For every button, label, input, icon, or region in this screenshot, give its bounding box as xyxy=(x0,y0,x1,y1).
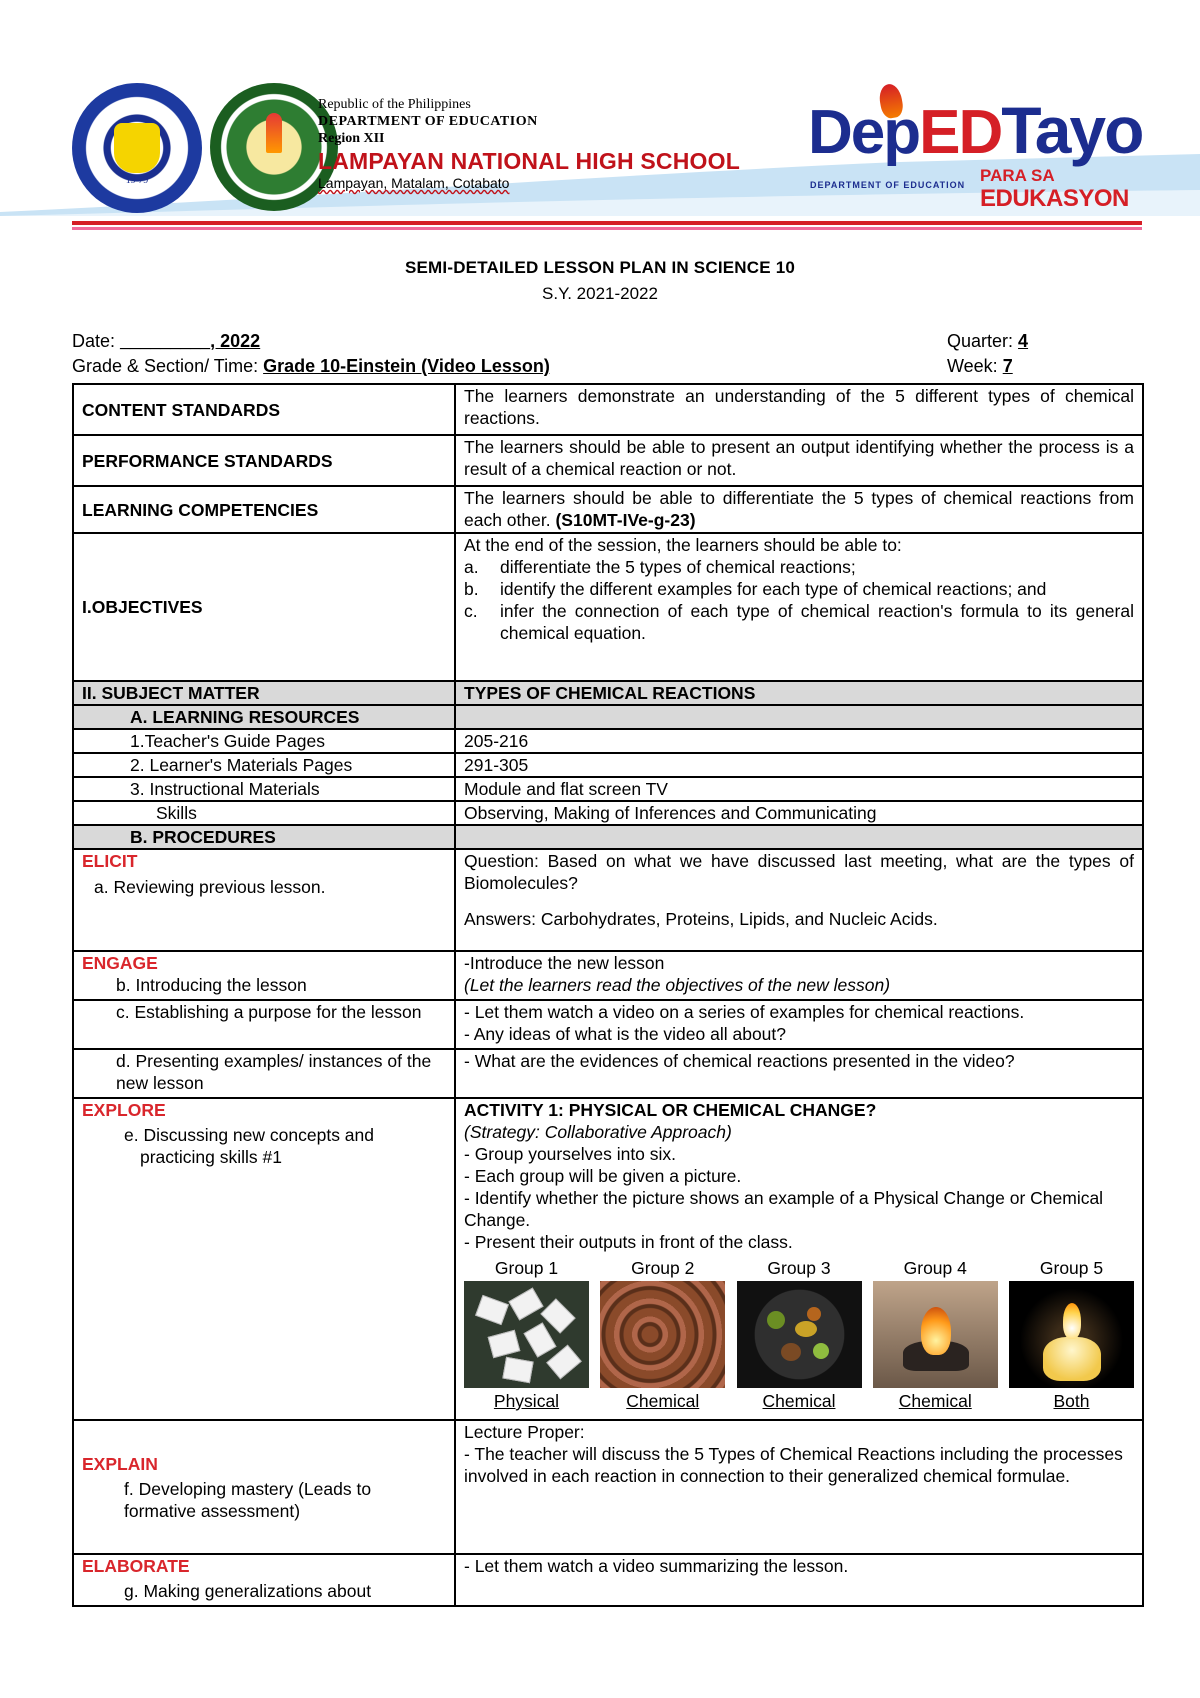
procedures-empty xyxy=(455,825,1143,849)
torch-icon xyxy=(266,113,282,153)
school-year: S.Y. 2021-2022 xyxy=(542,284,658,303)
table-row xyxy=(73,681,1143,705)
engage-step-d: d. Presenting examples/ instances of the new lesson xyxy=(73,1049,455,1098)
elaborate-cell xyxy=(73,1554,455,1606)
engage-d-text: - What are the evidences of chemical reactions presented in the video? xyxy=(455,1049,1143,1098)
group-card xyxy=(1009,1257,1134,1412)
activity-strategy: (Strategy: Collaborative Approach) xyxy=(464,1122,732,1142)
resource-label: 1.Teacher's Guide Pages xyxy=(73,729,455,753)
deped-logo-subtitle: DEPARTMENT OF EDUCATION xyxy=(810,180,966,190)
grade-label: Grade & Section/ Time: xyxy=(72,356,259,376)
phase-elicit: ELICIT xyxy=(82,851,138,871)
content-standards-label: CONTENT STANDARDS xyxy=(73,384,455,435)
engage-b-text: -Introduce the new lesson xyxy=(464,953,665,973)
elaborate-step: g. Making generalizations about xyxy=(124,1581,372,1601)
explain-cell xyxy=(73,1420,455,1554)
explain-title: Lecture Proper: xyxy=(464,1422,585,1442)
learning-competencies-text: The learners should be able to differentiate the 5 types of chemical reactions from each other. xyxy=(464,488,1134,530)
list-item: c. infer the connection of each type of chemical reaction's formula to its general chemical equation. xyxy=(464,601,1134,643)
performance-standards-label: PERFORMANCE STANDARDS xyxy=(73,435,455,486)
table-row xyxy=(73,1098,1143,1420)
week-line xyxy=(947,356,1013,377)
quarter-line xyxy=(947,331,1028,352)
performance-standards-text: The learners should be able to present an output identifying whether the process is a result of a chemical reaction or not. xyxy=(455,435,1143,486)
torn-paper-picture xyxy=(464,1281,589,1388)
resource-label: 3. Instructional Materials xyxy=(73,777,455,801)
document-title: SEMI-DETAILED LESSON PLAN IN SCIENCE 10 xyxy=(404,258,796,277)
table-row xyxy=(73,384,1143,435)
objectives-cell xyxy=(455,533,1143,681)
group-card xyxy=(873,1257,998,1412)
rusted-chain-picture xyxy=(600,1281,725,1388)
para-sa-text: PARA SA xyxy=(980,166,1055,185)
resource-label: 2. Learner's Materials Pages xyxy=(73,753,455,777)
table-row xyxy=(73,1420,1143,1554)
subject-matter-text: TYPES OF CHEMICAL REACTIONS xyxy=(455,681,1143,705)
phase-elaborate: ELABORATE xyxy=(82,1556,190,1576)
group-card xyxy=(737,1257,862,1412)
elicit-answer: Answers: Carbohydrates, Proteins, Lipids, and Nucleic Acids. xyxy=(464,909,938,929)
engage-step-b: b. Introducing the lesson xyxy=(116,975,307,995)
elicit-step: a. Reviewing previous lesson. xyxy=(94,877,326,897)
explain-text: - The teacher will discuss the 5 Types of Chemical Reactions including the processes involved in each reaction in connection to their generalized chemical formulae. xyxy=(464,1444,1123,1486)
school-seal-torch-icon xyxy=(114,123,160,173)
objectives-list xyxy=(464,556,1134,644)
engage-c-line: - Any ideas of what is the video all about? xyxy=(464,1024,787,1044)
activity-line: - Present their outputs in front of the class. xyxy=(464,1232,793,1252)
elicit-content xyxy=(455,849,1143,951)
date-label: Date: xyxy=(72,331,116,351)
explore-cell xyxy=(73,1098,455,1420)
group-pictures xyxy=(464,1257,1134,1412)
table-row xyxy=(73,753,1143,777)
header-divider-red xyxy=(72,221,1142,225)
subject-matter-label: II. SUBJECT MATTER xyxy=(73,681,455,705)
learning-resources-label: A. LEARNING RESOURCES xyxy=(73,705,455,729)
phase-explore: EXPLORE xyxy=(82,1100,166,1120)
school-name: LAMPAYAN NATIONAL HIGH SCHOOL xyxy=(318,148,740,174)
learning-competencies-label: LEARNING COMPETENCIES xyxy=(73,486,455,533)
table-row xyxy=(73,486,1143,533)
group-result: Both xyxy=(1053,1391,1090,1411)
table-row xyxy=(73,777,1143,801)
week-value: 7 xyxy=(1002,356,1013,376)
table-row xyxy=(73,435,1143,486)
table-row xyxy=(73,705,1143,729)
competency-code: (S10MT-IVe-g-23) xyxy=(555,510,696,530)
engage-c-line: - Let them watch a video on a series of examples for chemical reactions. xyxy=(464,1002,1025,1022)
group-label: Group 3 xyxy=(767,1258,831,1278)
date-value: _________, 2022 xyxy=(120,331,261,351)
country-name: Republic of the Philippines xyxy=(318,97,471,112)
school-identity xyxy=(318,96,740,192)
resource-value: 205-216 xyxy=(455,729,1143,753)
engage-b-note: (Let the learners read the objectives of the new lesson) xyxy=(464,975,891,995)
engage-step-c: c. Establishing a purpose for the lesson xyxy=(73,1000,455,1049)
list-item: a. differentiate the 5 types of chemical reactions; xyxy=(464,557,856,577)
learning-competencies-cell xyxy=(455,486,1143,533)
header-divider-pink xyxy=(72,227,1142,230)
table-row xyxy=(73,951,1143,1000)
elicit-cell xyxy=(73,849,455,951)
phase-engage: ENGAGE xyxy=(82,953,158,973)
resource-value: Module and flat screen TV xyxy=(455,777,1143,801)
table-row xyxy=(73,1554,1143,1606)
explore-content xyxy=(455,1098,1143,1420)
group-label: Group 1 xyxy=(494,1258,559,1278)
table-row xyxy=(73,1049,1143,1098)
group-result: Chemical xyxy=(626,1391,700,1411)
week-label: Week: xyxy=(947,356,998,376)
melting-candle-picture xyxy=(1009,1281,1134,1388)
group-label: Group 2 xyxy=(631,1258,695,1278)
region-name: Region XII xyxy=(318,131,385,146)
resource-value: Observing, Making of Inferences and Communicating xyxy=(455,801,1143,825)
phase-explain: EXPLAIN xyxy=(82,1453,158,1474)
school-seal-year: 19 79 xyxy=(125,175,149,186)
table-row xyxy=(73,849,1143,951)
letterhead xyxy=(0,0,1200,240)
explain-step: f. Developing mastery (Leads to formative assessment) xyxy=(124,1478,372,1521)
group-label: Group 4 xyxy=(903,1258,967,1278)
elicit-question: Question: Based on what we have discussed last meeting, what are the types of Biomolecules? xyxy=(464,851,1134,893)
lesson-plan-table xyxy=(72,383,1144,1607)
school-address: Lampayan, Matalam, Cotabato xyxy=(318,175,510,191)
group-result: Physical xyxy=(493,1391,560,1411)
edukasyon-text: EDUKASYON xyxy=(980,185,1129,212)
cooked-food-picture xyxy=(737,1281,862,1388)
engage-cell xyxy=(73,951,455,1000)
learning-resources-empty xyxy=(455,705,1143,729)
engage-b-content xyxy=(455,951,1143,1000)
explore-step: e. Discussing new concepts and practicing skills #1 xyxy=(124,1125,374,1167)
resource-label: Skills xyxy=(73,801,455,825)
table-row xyxy=(73,729,1143,753)
group-card xyxy=(464,1257,589,1412)
table-row xyxy=(73,1000,1143,1049)
table-row xyxy=(73,825,1143,849)
elaborate-text: - Let them watch a video summarizing the lesson. xyxy=(455,1554,1143,1606)
grade-value: Grade 10-Einstein (Video Lesson) xyxy=(263,356,550,376)
deped-tayo-logo: DepEDTayo xyxy=(808,93,1143,167)
grade-section-line xyxy=(72,356,550,377)
activity-title: ACTIVITY 1: PHYSICAL OR CHEMICAL CHANGE? xyxy=(464,1100,877,1120)
content-standards-text: The learners demonstrate an understanding of the 5 different types of chemical reactions. xyxy=(455,384,1143,435)
group-card xyxy=(600,1257,725,1412)
quarter-label: Quarter: xyxy=(947,331,1014,351)
procedures-label: B. PROCEDURES xyxy=(73,825,455,849)
group-label: Group 5 xyxy=(1039,1258,1104,1278)
school-seal-logo xyxy=(72,83,202,213)
activity-line: - Group yourselves into six. xyxy=(464,1144,677,1164)
table-row xyxy=(73,801,1143,825)
burning-paper-picture xyxy=(873,1281,998,1388)
objectives-label: I.OBJECTIVES xyxy=(73,533,455,681)
group-result: Chemical xyxy=(898,1391,972,1411)
date-line xyxy=(72,331,260,352)
objectives-intro: At the end of the session, the learners should be able to: xyxy=(464,535,902,555)
quarter-value: 4 xyxy=(1018,331,1029,351)
engage-c-content xyxy=(455,1000,1143,1049)
table-row xyxy=(73,533,1143,681)
group-result: Chemical xyxy=(762,1391,836,1411)
activity-line: - Identify whether the picture shows an example of a Physical Change or Chemical Change. xyxy=(464,1188,1104,1230)
explain-content xyxy=(455,1420,1143,1554)
activity-line: - Each group will be given a picture. xyxy=(464,1166,742,1186)
department-name: DEPARTMENT OF EDUCATION xyxy=(318,114,538,129)
list-item: b. identify the different examples for each type of chemical reactions; and xyxy=(464,579,1047,599)
resource-value: 291-305 xyxy=(455,753,1143,777)
